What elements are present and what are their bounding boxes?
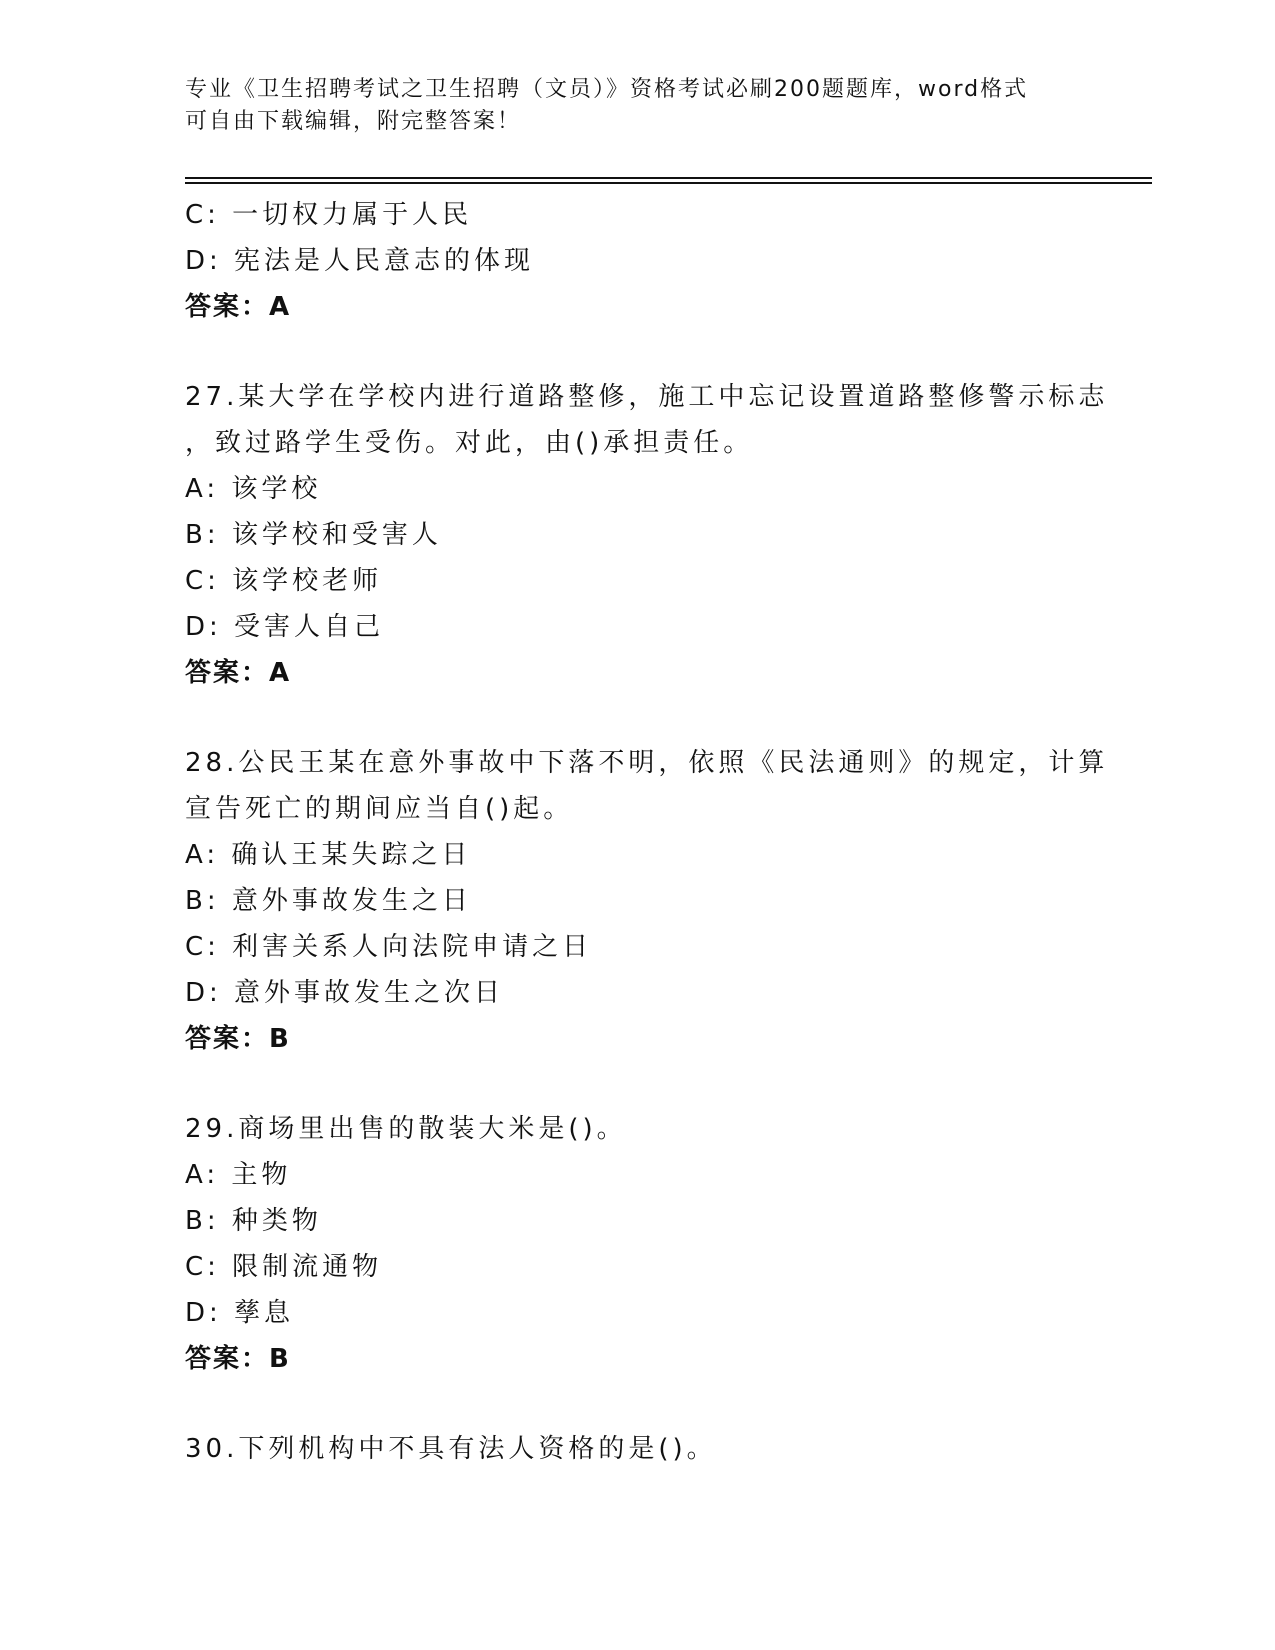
question-stem-line: 27.某大学在学校内进行道路整修，施工中忘记设置道路整修警示标志	[185, 382, 1109, 412]
option-b: B: 种类物	[185, 1206, 322, 1236]
question-stem-line: 宣告死亡的期间应当自()起。	[185, 794, 574, 824]
option-a: A: 确认王某失踪之日	[185, 840, 472, 870]
option-c: C: 一切权力属于人民	[185, 200, 473, 230]
answer-line: 答案：A	[185, 292, 292, 322]
question-stem-line: 29.商场里出售的散装大米是()。	[185, 1114, 627, 1144]
option-b: B: 意外事故发生之日	[185, 886, 472, 916]
answer-line: 答案：B	[185, 1024, 291, 1054]
header-rule-bottom	[185, 182, 1152, 184]
answer-line: 答案：B	[185, 1344, 291, 1374]
question-28	[185, 740, 1109, 1062]
option-d: D: 孳息	[185, 1298, 295, 1328]
question-26-tail	[185, 192, 1085, 330]
question-29	[185, 1106, 1085, 1382]
header-line-1: 专业《卫生招聘考试之卫生招聘（文员）》资格考试必刷200题题库，word格式	[185, 77, 1029, 102]
option-c: C: 限制流通物	[185, 1252, 383, 1282]
option-d: D: 宪法是人民意志的体现	[185, 246, 535, 276]
answer-line: 答案：A	[185, 658, 292, 688]
document-header	[185, 74, 1085, 138]
document-body	[185, 192, 1109, 1472]
question-stem-line: ，致过路学生受伤。对此，由()承担责任。	[185, 428, 754, 458]
option-a: A: 主物	[185, 1160, 292, 1190]
option-c: C: 该学校老师	[185, 566, 383, 596]
option-d: D: 意外事故发生之次日	[185, 978, 505, 1008]
option-c: C: 利害关系人向法院申请之日	[185, 932, 593, 962]
question-stem-line: 28.公民王某在意外事故中下落不明，依照《民法通则》的规定，计算	[185, 748, 1109, 778]
header-line-2: 可自由下载编辑，附完整答案！	[185, 109, 522, 134]
option-b: B: 该学校和受害人	[185, 520, 442, 550]
question-30	[185, 1426, 1085, 1472]
option-a: A: 该学校	[185, 474, 322, 504]
option-d: D: 受害人自己	[185, 612, 385, 642]
question-stem-line: 30.下列机构中不具有法人资格的是()。	[185, 1434, 717, 1464]
header-rule-top	[185, 177, 1152, 179]
question-27	[185, 374, 1109, 696]
